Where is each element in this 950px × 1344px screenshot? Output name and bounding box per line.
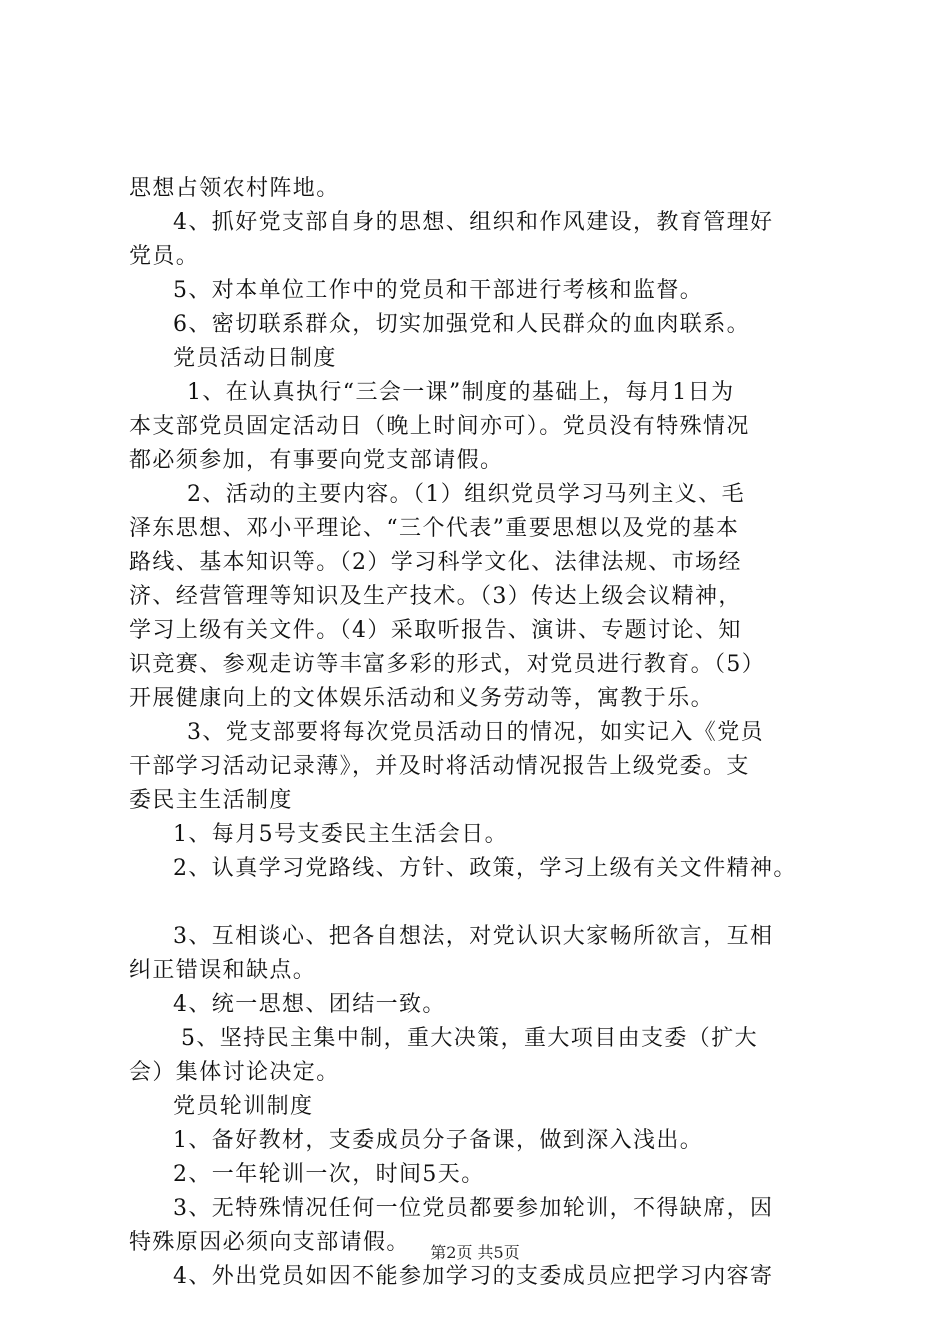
text-line: 1、每月5号支委民主生活会日。 [173,822,508,847]
blank-line [129,886,841,920]
text-line: 党员。 [129,244,200,269]
text-line: 3、党支部要将每次党员活动日的情况，如实记入《党员 [187,720,764,745]
text-line: 识竞赛、参观走访等丰富多彩的形式，对党员进行教育。（5） [129,652,766,677]
text-line: 都必须参加，有事要向党支部请假。 [129,448,504,473]
text-line: 思想占领农村阵地。 [129,176,340,201]
text-line: 干部学习活动记录薄》，并及时将活动情况报告上级党委。支 [129,754,750,779]
section-heading: 党员活动日制度 [173,346,337,371]
page-number: 第2页 共5页 [430,1243,520,1262]
text-line: 2、一年轮训一次，时间5天。 [173,1162,485,1187]
text-line: 2、活动的主要内容。（1）组织党员学习马列主义、毛 [187,482,745,507]
text-line: 路线、基本知识等。（2）学习科学文化、法律法规、市场经 [129,550,742,575]
text-line: 本支部党员固定活动日（晚上时间亦可）。党员没有特殊情况 [129,414,750,439]
text-line: 4、统一思想、团结一致。 [173,992,446,1017]
text-line: 纠正错误和缺点。 [129,958,317,983]
text-line: 3、无特殊情况任何一位党员都要参加轮训，不得缺席，因 [173,1196,774,1221]
text-line: 5、对本单位工作中的党员和干部进行考核和监督。 [173,278,704,303]
text-line: 学习上级有关文件。（4）采取听报告、演讲、专题讨论、知 [129,618,742,643]
text-line: 会）集体讨论决定。 [129,1060,340,1085]
text-line: 3、互相谈心、把各自想法，对党认识大家畅所欲言，互相 [173,924,774,949]
text-line: 5、坚持民主集中制，重大决策，重大项目由支委（扩大 [181,1026,758,1051]
page-footer [0,1243,950,1263]
text-line: 6、密切联系群众，切实加强党和人民群众的血肉联系。 [173,312,750,337]
text-line: 开展健康向上的文体娱乐活动和义务劳动等，寓教于乐。 [129,686,715,711]
text-line: 4、抓好党支部自身的思想、组织和作风建设，教育管理好 [173,210,774,235]
text-line: 特殊原因必须向支部请假。 [129,1230,410,1255]
text-line: 委民主生活制度 [129,788,293,813]
text-line: 济、经营管理等知识及生产技术。（3）传达上级会议精神， [129,584,742,609]
text-line: 1、在认真执行“三会一课”制度的基础上，每月1日为 [187,380,735,405]
text-line: 1、备好教材，支委成员分子备课，做到深入浅出。 [173,1128,704,1153]
section-heading: 党员轮训制度 [173,1094,314,1119]
document-body [129,172,841,1294]
text-line: 4、外出党员如因不能参加学习的支委成员应把学习内容寄 [173,1264,774,1289]
text-line: 泽东思想、邓小平理论、“三个代表”重要思想以及党的基本 [129,516,740,541]
text-line: 2、认真学习党路线、方针、政策，学习上级有关文件精神。 [173,856,797,881]
